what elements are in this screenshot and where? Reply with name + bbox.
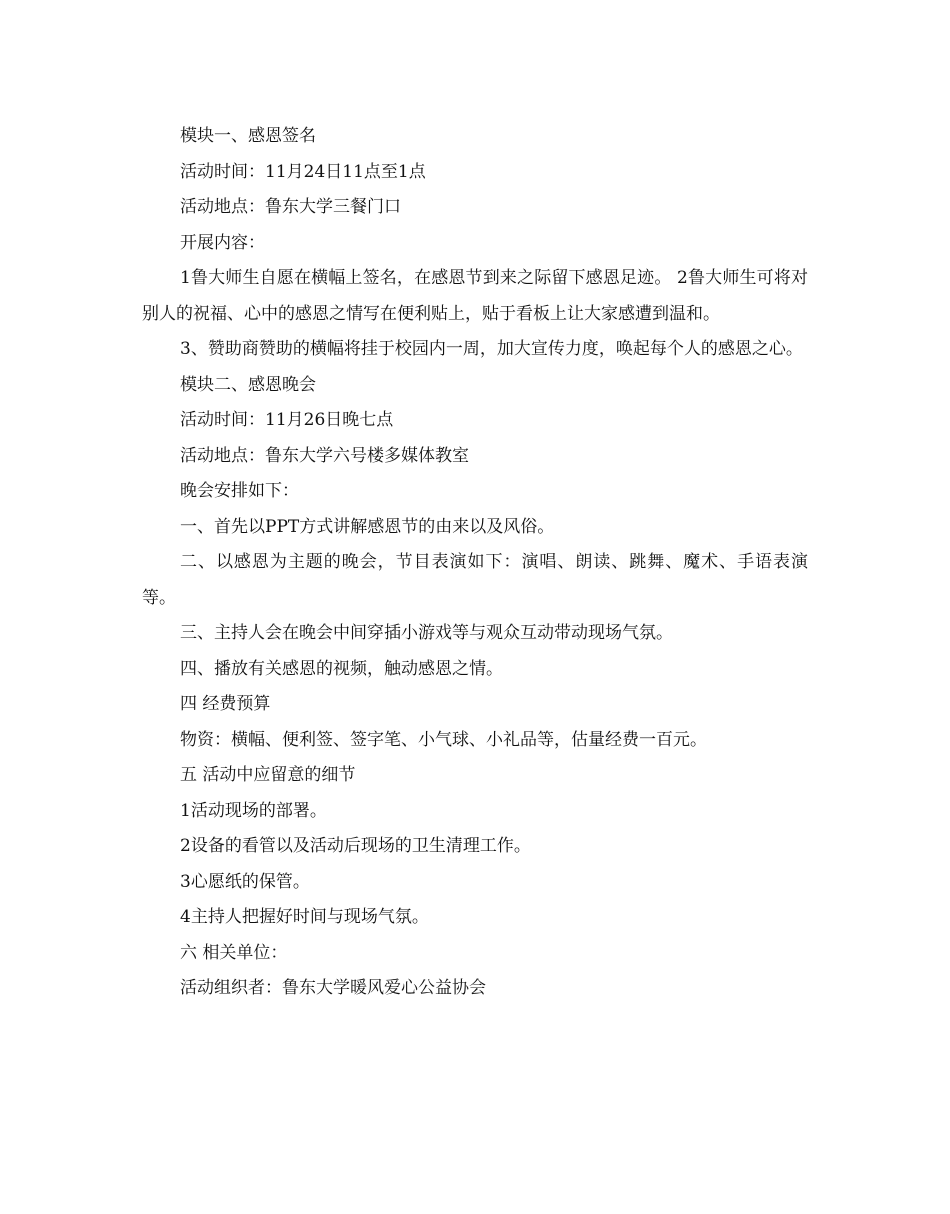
arrangement-item-4: 四、播放有关感恩的视频，触动感恩之情。 — [180, 658, 503, 679]
module-one-heading: 模块一、感恩签名 — [180, 126, 316, 146]
module-two-arrangement-label: 晚会安排如下： — [180, 481, 299, 501]
module-one-content-item-3: 3、赞助商赞助的横幅将挂于校园内一周，加大宣传力度，唤起每个人的感恩之心。 — [180, 339, 803, 359]
arrangement-item-3: 三、主持人会在晚会中间穿插小游戏等与观众互动带动现场气氛。 — [180, 623, 673, 643]
details-item-4: 4主持人把握好时间与现场气氛。 — [180, 907, 429, 927]
module-one-time: 活动时间：11月24日11点至1点 — [180, 161, 426, 182]
module-one-location: 活动地点：鲁东大学三餐门口 — [180, 197, 401, 217]
details-item-3: 3心愿纸的保管。 — [180, 871, 310, 892]
details-item-2: 2设备的看管以及活动后现场的卫生清理工作。 — [180, 836, 531, 856]
organizer: 活动组织者：鲁东大学暖风爱心公益协会 — [180, 978, 486, 998]
details-heading: 五 活动中应留意的细节 — [180, 765, 356, 785]
module-one-content-item-1-2: 1鲁大师生自愿在横幅上签名，在感恩节到来之际留下感恩足迹。 2鲁大师生可将对别人的祝福、心中的感恩之情写在便利贴上，贴于看板上让大家感遭到温和。 — [142, 268, 808, 324]
document-body — [142, 119, 808, 1007]
details-item-1: 1活动现场的部署。 — [180, 800, 327, 821]
module-two-heading: 模块二、感恩晚会 — [180, 374, 316, 395]
budget-materials: 物资：横幅、便利签、签字笔、小气球、小礼品等，估量经费一百元。 — [180, 729, 707, 750]
arrangement-item-1: 一、首先以PPT方式讲解感恩节的由来以及风俗。 — [180, 516, 555, 537]
arrangement-item-2: 二、以感恩为主题的晚会，节目表演如下：演唱、朗读、跳舞、魔术、手语表演等。 — [142, 552, 808, 608]
module-one-content-label: 开展内容： — [180, 232, 265, 253]
module-two-time: 活动时间：11月26日晚七点 — [180, 410, 394, 430]
budget-heading: 四 经费预算 — [180, 694, 271, 714]
units-heading: 六 相关单位： — [180, 942, 288, 963]
module-two-location: 活动地点：鲁东大学六号楼多媒体教室 — [180, 445, 469, 466]
